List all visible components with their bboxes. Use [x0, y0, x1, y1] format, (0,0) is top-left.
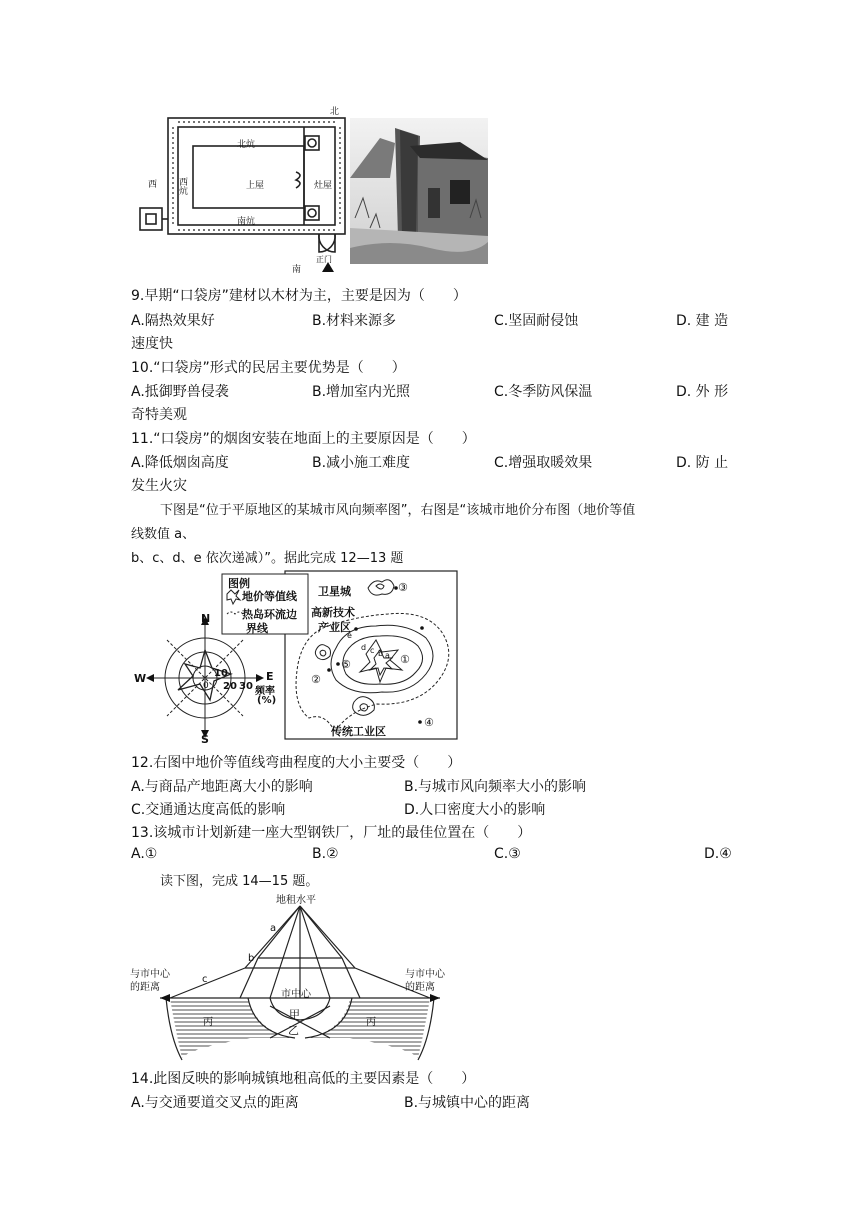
satellite-town-label: 卫星城 [318, 585, 351, 598]
distance-label-left-b: 的距离 [130, 982, 160, 993]
q12-option-c: C.交通通达度高低的影响 [131, 802, 286, 818]
q10-option-c: C.冬季防风保温 [494, 384, 593, 400]
q14-stem: 14.此图反映的影响城镇地租高低的主要因素是（ ） [131, 1071, 476, 1087]
q10-stem: 10.“口袋房”形式的民居主要优势是（ ） [131, 360, 406, 376]
compass-w: W [134, 672, 147, 685]
contour-label-c: c [370, 646, 375, 655]
legend-heat-island-label-a: 热岛环流边 [242, 608, 297, 621]
north-kang-label: 北炕 [237, 140, 256, 150]
south-kang-label: 南炕 [237, 217, 256, 227]
rose-freq-label: 频率 [255, 686, 275, 697]
marker-1: ① [400, 653, 410, 666]
q10-option-b: B.增加室内光照 [312, 384, 411, 400]
wind-rose-and-land-price-map [130, 566, 465, 748]
hitech-zone-label-b: 产业区 [318, 621, 351, 634]
marker-4: ④ [424, 716, 434, 729]
rose-tick-10: 10 [214, 668, 228, 679]
contour-label-b: b [378, 649, 384, 658]
q11-option-a: A.降低烟囱高度 [131, 455, 229, 471]
legend-contour-label: 地价等值线 [242, 590, 297, 603]
rose-pct-label: (%) [257, 695, 277, 706]
q9-stem: 9.早期“口袋房”建材以木材为主，主要是因为（ ） [131, 288, 467, 304]
q9-option-c: C.坚固耐侵蚀 [494, 313, 579, 329]
q12-option-b: B.与城市风向频率大小的影响 [404, 779, 587, 795]
marker-2: ② [311, 673, 321, 686]
zone-bing-left-label: 丙 [203, 1017, 213, 1028]
legend-heat-island-label-b: 界线 [246, 622, 268, 635]
contour-label-a: a [385, 651, 390, 660]
curve-c-label: c [202, 974, 208, 985]
curve-b-label: b [248, 953, 255, 964]
main-door-label: 正门 [316, 255, 332, 264]
legend-title: 图例 [228, 577, 250, 590]
marker-3: ③ [398, 581, 408, 594]
rose-tick-0: 0 [203, 681, 209, 691]
q11-option-d: D. 防 止 [676, 455, 729, 471]
rent-level-label: 地租水平 [276, 895, 316, 906]
q13-option-a: A.① [131, 846, 158, 862]
marker-5: ⑤ [341, 658, 351, 671]
intro-12-13-line1: 下图是“位于平原地区的某城市风向频率图”，右图是“该城市地价分布图（地价等值 [160, 503, 636, 518]
house-photo [350, 118, 488, 264]
q11-option-c: C.增强取暖效果 [494, 455, 593, 471]
compass-e: E [266, 670, 274, 683]
q10-option-d: D. 外 形 [676, 384, 729, 400]
compass-s: S [201, 733, 209, 746]
intro-14-15: 读下图，完成 14—15 题。 [160, 874, 319, 889]
q14-option-b: B.与城镇中心的距离 [404, 1095, 531, 1111]
q11-option-b: B.减小施工难度 [312, 455, 411, 471]
contour-label-d: d [361, 643, 367, 652]
q11-stem: 11.“口袋房”的烟囱安装在地面上的主要原因是（ ） [131, 431, 476, 447]
zone-yi-label: 乙 [288, 1024, 299, 1037]
west-kang-label: 西炕 [177, 177, 187, 195]
main-room-label: 上屋 [246, 181, 265, 191]
distance-label-right-a: 与市中心 [405, 969, 445, 980]
q9-option-d-cont: 速度快 [131, 336, 173, 352]
traditional-industry-label: 传统工业区 [331, 725, 386, 738]
rose-tick-30: 30 [239, 681, 253, 692]
rose-tick-20: 20 [223, 681, 237, 692]
q12-stem: 12.右图中地价等值线弯曲程度的大小主要受（ ） [131, 755, 462, 771]
zone-jia-label: 甲 [289, 1008, 300, 1021]
compass-n: N [201, 612, 211, 625]
q10-option-d-cont: 奇特美观 [131, 407, 187, 423]
q9-option-a: A.隔热效果好 [131, 313, 215, 329]
curve-a-label: a [270, 923, 277, 934]
q10-option-a: A.抵御野兽侵袭 [131, 384, 229, 400]
intro-12-13-line2: 线数值 a、 [131, 527, 196, 542]
q13-stem: 13.该城市计划新建一座大型钢铁厂，厂址的最佳位置在（ ） [131, 825, 532, 841]
q13-option-d: D.④ [704, 846, 732, 862]
q11-option-d-cont: 发生火灾 [131, 478, 187, 494]
contour-label-e: e [347, 631, 352, 640]
north-label: 北 [330, 107, 340, 117]
west-label: 西 [148, 180, 158, 190]
zone-bing-right-label: 丙 [366, 1017, 376, 1028]
distance-label-right-b: 的距离 [405, 982, 435, 993]
south-label: 南 [292, 265, 302, 275]
hitech-zone-label-a: 高新技术 [311, 606, 355, 619]
q9-option-b: B.材料来源多 [312, 313, 397, 329]
q14-option-a: A.与交通要道交叉点的距离 [131, 1095, 299, 1111]
q12-option-d: D.人口密度大小的影响 [404, 802, 546, 818]
q9-option-d: D. 建 造 [676, 313, 729, 329]
q13-option-c: C.③ [494, 846, 521, 862]
q12-option-a: A.与商品产地距离大小的影响 [131, 779, 313, 795]
q13-option-b: B.② [312, 846, 339, 862]
distance-label-left-a: 与市中心 [130, 969, 170, 980]
city-center-label: 市中心 [281, 989, 311, 1000]
intro-12-13-line3: b、c、d、e 依次递减）”。据此完成 12—13 题 [131, 551, 404, 566]
stove-room-label: 灶屋 [314, 181, 333, 191]
